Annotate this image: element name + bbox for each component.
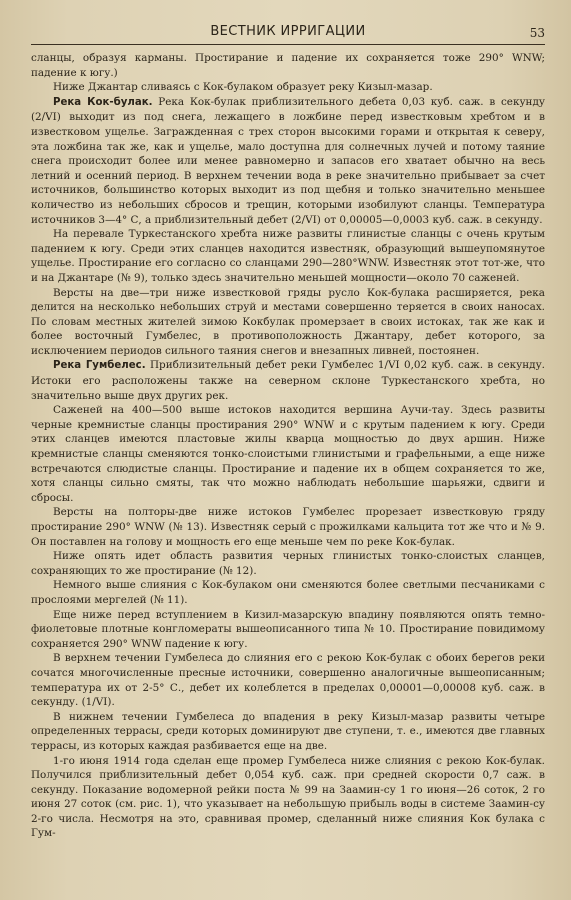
section-title: Река Гумбелес.: [53, 360, 146, 372]
paragraph: [31, 505, 545, 549]
paragraph: [31, 227, 545, 285]
paragraph: [31, 358, 545, 403]
paragraph: [31, 95, 545, 227]
paragraph-text: В нижнем течении Гумбелеса до впадения в реку Кизыл-мазар развиты четыре определенных террасы, среди которых доминируют две ступени, т. е., имеются две главных террасы, из которых каждая разбивается еще на две.: [31, 710, 545, 752]
paragraph: [31, 403, 545, 505]
paragraph-text: Приблизительный дебет реки Гумбелес 1/VI 0,02 куб. саж. в секунду. Истоки его расположены также на северном склоне Туркестанского хребта, но значительно выше двух других рек.: [31, 359, 545, 402]
paragraph-text: сланцы, образуя карманы. Простирание и падение их сохраняется тоже 290° WNW; падение к югу.): [31, 52, 545, 79]
paragraph-text: Река Кок-булак приблизительного дебета 0,03 куб. саж. в секунду (2/VI) выходит из под снега, лежащего в ложбине перед известковым хребтом и в известковом ущелье. Загражденная с трех сторон высокими горами и открытая к северу, эта ложбина так же, как и ущелье, мало доступна для солнечных лучей и потому таяние снега происходит более или менее равномерно и запасов его хватает обычно на весь летний и осенний период. В верхнем течении вода в реке значительно прибывает за счет источников, большинство которых выходит из под щебня и только значительно меньшее количество из небольших сбросов и трещин, которыми изобилуют сланцы. Температура источников 3—4° С, а приблизительный дебет (2/VI) от 0,00005—0,0003 куб. саж. в секунду.: [31, 95, 545, 226]
paragraph: [31, 608, 545, 652]
paragraph: [31, 651, 545, 709]
paragraph-text: Немного выше слияния с Кок-булаком они сменяются более светлыми песчаниками с прослоями мергелей (№ 11).: [31, 579, 545, 606]
section-title: Река Кок-булак.: [53, 96, 153, 108]
running-head: ВЕСТНИК ИРРИГАЦИИ: [210, 24, 366, 39]
article-body: [31, 51, 545, 841]
paragraph: [31, 549, 545, 578]
paragraph: [31, 80, 545, 95]
page-header: [31, 14, 545, 45]
paragraph-text: В верхнем течении Гумбелеса до слияния его с рекою Кок-булак с обоих берегов реки сочатся многочисленные пресные источники, совершенно аналогичные вышеописанным; температура их от 2-5° С., дебет их колеблется в пределах 0,00001—0,00008 куб. саж. в секунду. (1/VI).: [31, 652, 545, 709]
paragraph: [31, 754, 545, 842]
paragraph-text: Версты на две—три ниже известковой гряды русло Кок-булака расширяется, река делится на несколько небольших струй и местами совершенно теряется в своих наносах. По словам местных жителей зимою Кокбулак промерзает в своих истоках, так же как и более восточный Гумбелес, в противоположность Джантару, дебет которого, за исключением периодов сильного таяния снегов и внезапных ливней, постоянен.: [31, 286, 545, 357]
paragraph-text: 1-го июня 1914 года сделан еще промер Гумбелеса ниже слияния с рекою Кок-булак. Получился приблизительный дебет 0,054 куб. саж. при средней скорости 0,7 саж. в секунду. Показание водомерной рейки поста № 99 на Заамин-су 1 го июня—26 соток, 2 го июня 27 соток (см. рис. 1), что указывает на небольшую прибыль воды в системе Заамин-су 2-го числа. Несмотря на это, сравнивая промер, сделанный ниже слияния Кок булака с Гум-: [31, 754, 545, 840]
paragraph-text: Ниже опять идет область развития черных глинистых тонко-слоистых сланцев, сохраняющих то же простирание (№ 12).: [31, 550, 545, 577]
paragraph-text: Версты на полторы-две ниже истоков Гумбелес прорезает известковую гряду простирание 290° WNW (№ 13). Известняк серый с прожилками кальцита тот же что и № 9. Он поставлен на голову и мощность его еще меньше чем по реке Кок-булак.: [31, 506, 545, 548]
paragraph-text: Ниже Джантар сливаясь с Кок-булаком образует реку Кизыл-мазар.: [53, 81, 433, 94]
paragraph-text: Саженей на 400—500 выше истоков находится вершина Аучи-тау. Здесь развиты черные кремнистые сланцы простирания 290° WNW и с крутым падением к югу. Среди этих сланцев имеются пластовые жилы кварца мощностью до двух аршин. Ниже кремнистые сланцы сменяются тонко-слоистыми глинистыми и графельными, а еще ниже встречаются слюдистые сланцы. Простирание и падение их в общем сохраняется то же, хотя сланцы сильно смяты, так что можно наблюдать небольшие шарьяжи, сдвиги и сбросы.: [31, 404, 545, 504]
paragraph: [31, 51, 545, 80]
paragraph: [31, 710, 545, 754]
paragraph: [31, 578, 545, 607]
paragraph-text: На перевале Туркестанского хребта ниже развиты глинистые сланцы с очень крутым падением к югу. Среди этих сланцев находится известняк, образующий вышеупомянутое ущелье. Простирание его согласно со сланцами 290—280°WNW. Известняк этот тот-же, что и на Джантаре (№ 9), только здесь значительно меньшей мощности—около 70 саженей.: [31, 228, 545, 284]
paragraph-text: Еще ниже перед вступлением в Кизил-мазарскую впадину появляются опять темно-фиолетовые плотные конгломераты вышеописанного типа № 10. Простирание повидимому сохраняется 290° WNW падение к югу.: [31, 608, 545, 650]
paragraph: [31, 286, 545, 359]
page-number: 53: [529, 26, 545, 40]
